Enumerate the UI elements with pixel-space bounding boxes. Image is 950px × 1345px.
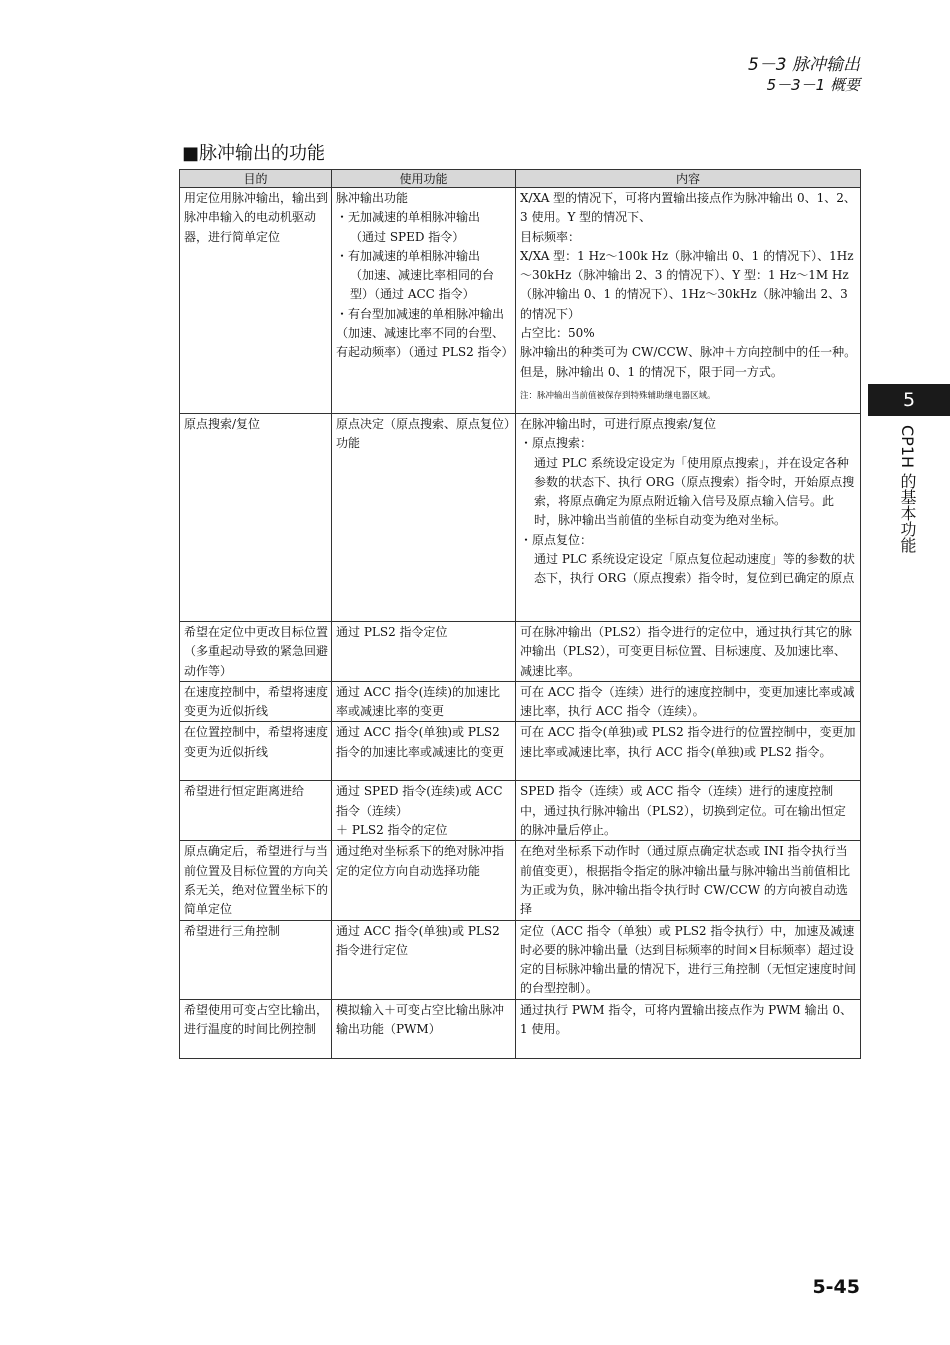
content-line: X/XA 型：1 Hz～100k Hz（脉冲输出 0、1 的情况下）、1Hz～30kHz（脉冲输出 2、3 的情况下）、Y 型：1 Hz～1M Hz（脉冲输出 0、1 的情况下）、1Hz～30kHz（脉冲输出 2、3 的情况下） [520,248,854,321]
function-cell [332,920,516,999]
function-line: ＋ PLS2 指令的定位 [336,823,448,838]
content-cell [516,999,861,1058]
function-line: 通过 ACC 指令(单独)或 PLS2 指令进行定位 [336,923,500,957]
content-cell [516,841,861,920]
content-cell [516,681,861,722]
function-cell [332,414,516,622]
function-line: 通过绝对坐标系下的绝对脉冲指定的定位方向自动选择功能 [336,844,505,878]
column-header-purpose: 目的 [180,170,332,188]
content-line: ・原点复位： [520,532,593,547]
function-cell [332,722,516,781]
function-line: 通过 ACC 指令(连续)的加速比率或减速比率的变更 [336,684,501,719]
content-cell [516,920,861,999]
purpose-cell: 希望进行恒定距离进给 [180,781,332,841]
content-line: 可在脉冲输出（PLS2）指令进行的定位中，通过执行其它的脉冲输出（PLS2），可变更目标位置、目标速度、及加速比率、减速比率。 [520,625,852,678]
content-line: 可在 ACC 指令(单独)或 PLS2 指令进行的位置控制中，变更加速比率或减速比率，执行 ACC 指令(单独)或 PLS2 指令。 [520,725,856,759]
function-line: 通过 ACC 指令(单独)或 PLS2 指令的加速比率或减速比的变更 [336,725,505,759]
content-line: 定位（ACC 指令（单独）或 PLS2 指令执行）中，加速及减速时必要的脉冲输出量（达到目标频率的时间×目标频率）超过设定的目标脉冲输出量的情况下，进行三角控制（无恒定速度时间的台型控制）。 [520,923,857,996]
purpose-cell: 在速度控制中，希望将速度变更为近似折线 [180,681,332,722]
content-cell [516,781,861,841]
function-line: 模拟输入＋可变占空比输出脉冲输出功能（PWM） [336,1002,505,1037]
purpose-cell: 原点搜索/复位 [180,414,332,622]
table-row [180,414,861,622]
table-row [180,999,861,1058]
purpose-cell: 原点确定后，希望进行与当前位置及目标位置的方向关系无关，绝对位置坐标下的简单定位 [180,841,332,920]
column-header-content: 内容 [516,170,861,188]
function-line: 原点决定（原点搜索、原点复位）功能 [336,417,511,451]
page-number: 5-45 [812,1276,860,1298]
chapter-tab-number: 5 [868,384,950,416]
function-line: （加速、减速比率相同的台型）（通过 ACC 指令） [350,268,495,302]
table-row [180,681,861,722]
subsection-title: 5－3－1 概要 [766,76,860,94]
chapter-section-title: 5－3 脉冲输出 [747,55,860,75]
table-row [180,188,861,414]
function-cell [332,841,516,920]
pulse-output-function-table [179,169,861,1059]
table-row [180,622,861,682]
function-cell [332,681,516,722]
function-line: 通过 SPED 指令(连续)或 ACC 指令（连续） [336,784,503,818]
function-cell [332,781,516,841]
function-cell [332,188,516,414]
content-line: 目标频率： [520,229,581,244]
content-note: 注：脉冲输出当前值被保存到特殊辅助继电器区域。 [520,390,716,401]
function-cell [332,622,516,682]
content-line: ・原点搜索： [520,436,593,451]
content-line: 在绝对坐标系下动作时（通过原点确定状态或 INI 指令执行当前值变更），根据指令指定的脉冲输出量与脉冲输出当前值相比为正或为负，脉冲输出指令执行时 CW/CCW 的方向被自动选择 [520,844,851,917]
content-line: 在脉冲输出时，可进行原点搜索/复位 [520,417,717,431]
purpose-cell: 希望进行三角控制 [180,920,332,999]
content-line: SPED 指令（连续）或 ACC 指令（连续）进行的速度控制中，通过执行脉冲输出（PLS2），切换到定位。可在输出恒定的脉冲量后停止。 [520,784,846,838]
function-line: 通过 PLS2 指令定位 [336,625,448,639]
content-line: 通过执行 PWM 指令，可将内置输出接点作为 PWM 输出 0、1 使用。 [520,1002,853,1037]
section-title: 脉冲输出的功能 [199,143,326,164]
content-line: 通过 PLC 系统设定设定「原点复位起动速度」等的参数的状态下，执行 ORG（原点搜索）指令时，复位到已确定的原点 [534,552,855,586]
content-cell [516,722,861,781]
content-line: 占空比：50% [520,326,595,341]
table-row [180,841,861,920]
square-bullet-icon: ■ [182,143,200,164]
table-row [180,781,861,841]
function-line: ・有台型加减速的单相脉冲输出（加速、减速比率不同的台型、有起动频率）（通过 PLS2 指令） [336,306,514,360]
function-cell [332,999,516,1058]
function-line: ・有加减速的单相脉冲输出 [336,248,481,263]
content-cell [516,622,861,682]
content-line: X/XA 型的情况下，可将内置输出接点作为脉冲输出 0、1、2、3 使用。Y 型的情况下、 [520,191,856,225]
purpose-cell: 用定位用脉冲输出，输出到脉冲串输入的电动机驱动器，进行简单定位 [180,188,332,414]
function-line: ・无加减速的单相脉冲输出 [336,210,481,225]
chapter-tab-title: CP1H 的基本功能 [898,425,917,554]
table-row [180,722,861,781]
content-cell [516,414,861,622]
purpose-cell: 希望在定位中更改目标位置（多重起动导致的紧急回避动作等） [180,622,332,682]
purpose-cell: 希望使用可变占空比输出，进行温度的时间比例控制 [180,999,332,1058]
content-cell [516,188,861,414]
section-heading [182,139,325,165]
content-line: 可在 ACC 指令（连续）进行的速度控制中，变更加速比率或减速比率，执行 ACC 指令（连续）。 [520,684,855,719]
content-line: 通过 PLC 系统设定设定为「使用原点搜索」，并在设定各种参数的状态下、执行 ORG（原点搜索）指令时，开始原点搜索，将原点确定为原点附近输入信号及原点输入信号。此时，脉冲输出当前值的坐标自动变为绝对坐标。 [534,455,855,528]
function-line: 脉冲输出功能 [336,191,409,205]
content-line: 脉冲输出的种类可为 CW/CCW、脉冲＋方向控制中的任一种。但是，脉冲输出 0、1 的情况下，限于同一方式。 [520,345,857,379]
table-row [180,920,861,999]
purpose-cell: 在位置控制中，希望将速度变更为近似折线 [180,722,332,781]
column-header-function: 使用功能 [332,170,516,188]
table-header-row [180,170,861,188]
function-line: （通过 SPED 指令） [350,229,465,244]
